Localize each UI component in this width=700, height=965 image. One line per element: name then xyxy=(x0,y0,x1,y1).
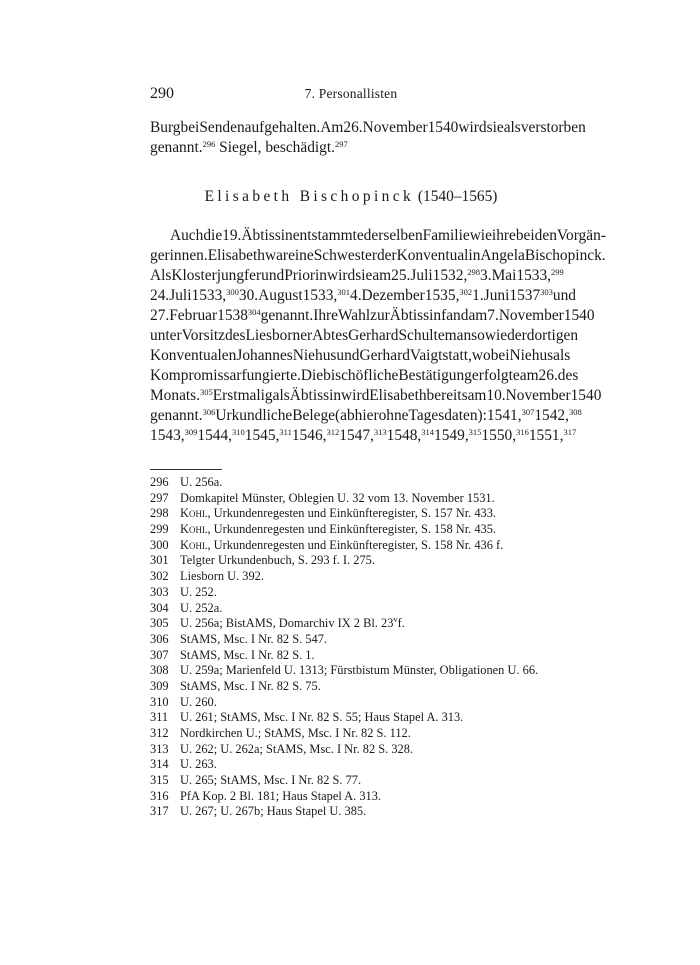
footnote: 313 U. 262; U. 262a; StAMS, Msc. I Nr. 82 S. 328. xyxy=(150,741,414,756)
footnote: 308 U. 259a; Marienfeld U. 1313; Fürstbistum Münster, Obligationen U. 66. xyxy=(150,663,539,678)
footnote-ref: 299 xyxy=(551,267,564,277)
footnote-ref: 314 xyxy=(421,427,435,437)
footnote-ref: 313 xyxy=(373,427,387,437)
text-line: genannt.$^{306}$ Urkundliche Belege (ab hier ohne Tagesdaten): 1541,$^{307}$ 1542,$^{308}$ xyxy=(150,407,582,424)
footnote-ref: 298 xyxy=(467,267,481,277)
footnote-ref: 297 xyxy=(335,139,348,149)
footnote-ref: 305 xyxy=(200,387,213,397)
text-line: Als Klosterjungfer und Priorin wird sie am 25. Juli 1532,$^{298}$ 3. Mai 1533,$^{299}$ xyxy=(150,267,564,284)
footnote: 296 U. 256a. xyxy=(150,475,223,489)
abbess-name: Elisabeth Bischopinck xyxy=(204,188,415,205)
footnote: 317 U. 267; U. 267b; Haus Stapel U. 385. xyxy=(150,804,367,819)
footnote: 300 Kohl, Urkundenregesten und Einkünfteregister, S. 158 Nr. 436 f. xyxy=(150,537,504,552)
footnote: 309 StAMS, Msc. I Nr. 82 S. 75. xyxy=(150,678,321,693)
footnote-ref: 303 xyxy=(540,287,553,297)
footnote: 311 U. 261; StAMS, Msc. I Nr. 82 S. 55; Haus Stapel A. 313. xyxy=(150,710,464,725)
text-line: 24. Juli 1533,$^{300}$ 30. August 1533,$^{301}$ 4. Dezember 1535,$^{302}$ 1. Juni 1537$^{303}$ und xyxy=(150,287,576,304)
footnote-ref: 312 xyxy=(326,427,340,437)
footnote-ref: 296 xyxy=(202,139,216,149)
text-line: 1543,$^{309}$ 1544,$^{310}$ 1545,$^{311}$ 1546,$^{312}$ 1547,$^{313}$ 1548,$^{314}$ 1549,$^{315}$ 1550,$^{316}$ 1551,$^{317}$ xyxy=(150,427,577,444)
section-heading xyxy=(150,188,552,206)
footnote: 314 U. 263. xyxy=(150,757,217,772)
text-line: Burg bei Senden aufgehalten. Am 26. November 1540 wird sie als verstorben xyxy=(150,119,586,136)
footnote-ref: 304 xyxy=(247,307,261,317)
footnotes xyxy=(150,475,552,820)
footnote: 299 Kohl, Urkundenregesten und Einkünfteregister, S. 158 Nr. 435. xyxy=(150,522,497,537)
text-line: 27. Februar 1538$^{304}$ genannt. Ihre Wahl zur Äbtissin fand am 7. November 1540 xyxy=(150,307,595,324)
footnote-ref: 310 xyxy=(232,427,245,437)
footnote-ref: 301 xyxy=(337,287,350,297)
carryover-paragraph xyxy=(150,118,586,158)
text-line: unter Vorsitz des Liesborner Abtes Gerhard Schulteman sowie der dortigen xyxy=(150,327,579,344)
footnote-ref: 306 xyxy=(202,407,216,417)
page-number: 290 xyxy=(150,85,174,102)
footnote: 297 Domkapitel Münster, Oblegien U. 32 vom 13. November 1531. xyxy=(150,490,495,505)
footnote-ref: 311 xyxy=(279,427,292,437)
footnote-ref: 317 xyxy=(563,427,577,437)
text-line: Konventualen Johannes Niehus und Gerhard Vaigt statt, wobei Niehus als xyxy=(150,347,571,364)
footnote: 301 Telgter Urkundenbuch, S. 293 f. I. 275. xyxy=(150,553,375,568)
footnote: 302 Liesborn U. 392. xyxy=(150,569,264,584)
footnote-ref: 316 xyxy=(516,427,529,437)
footnote: 306 StAMS, Msc. I Nr. 82 S. 547. xyxy=(150,631,327,646)
footnote: 305 U. 256a; BistAMS, Domarchiv IX 2 Bl. 23$^v$f. xyxy=(150,614,405,631)
footnote-ref: 309 xyxy=(184,427,198,437)
footnote-separator xyxy=(150,469,222,470)
footnote: 312 Nordkirchen U.; StAMS, Msc. I Nr. 82 S. 112. xyxy=(150,726,411,740)
footnote-ref: 300 xyxy=(226,287,239,297)
text-line: Kompromissar fungierte. Die bischöfliche Bestätigung erfolgte am 26. des xyxy=(150,367,579,384)
page-header xyxy=(150,85,552,105)
footnote: 303 U. 252. xyxy=(150,584,217,599)
footnote-ref: 302 xyxy=(459,287,473,297)
footnote: 304 U. 252a. xyxy=(150,600,223,615)
footnote: 315 U. 265; StAMS, Msc. I Nr. 82 S. 77. xyxy=(150,773,362,788)
footnote: 316 PfA Kop. 2 Bl. 181; Haus Stapel A. 313. xyxy=(150,788,382,803)
text-line: genannt.$^{296}$ Siegel, beschädigt.$^{297}$ xyxy=(150,139,348,156)
footnote-ref: 307 xyxy=(521,407,535,417)
running-head: 7. Personallisten xyxy=(304,86,398,101)
footnote: 307 StAMS, Msc. I Nr. 82 S. 1. xyxy=(150,647,315,662)
text-line: Monats.$^{305}$ Erstmalig als Äbtissin wird Elisabeth bereits am 10. November 1540 xyxy=(150,387,602,404)
footnote: 310 U. 260. xyxy=(150,694,217,709)
main-paragraph xyxy=(150,226,606,446)
abbess-years: (1540–1565) xyxy=(417,188,498,205)
footnote-ref: 315 xyxy=(468,427,482,437)
text-line: Auch die 19. Äbtissin entstammte derselben Familie wie ihre beiden Vorgän- xyxy=(170,227,606,244)
text-line: gerinnen. Elisabeth war eine Schwester der Konventualin Angela Bischopinck. xyxy=(150,247,606,264)
footnote: 298 Kohl, Urkundenregesten und Einkünfteregister, S. 157 Nr. 433. xyxy=(150,506,497,521)
footnote-ref: 308 xyxy=(568,407,582,417)
